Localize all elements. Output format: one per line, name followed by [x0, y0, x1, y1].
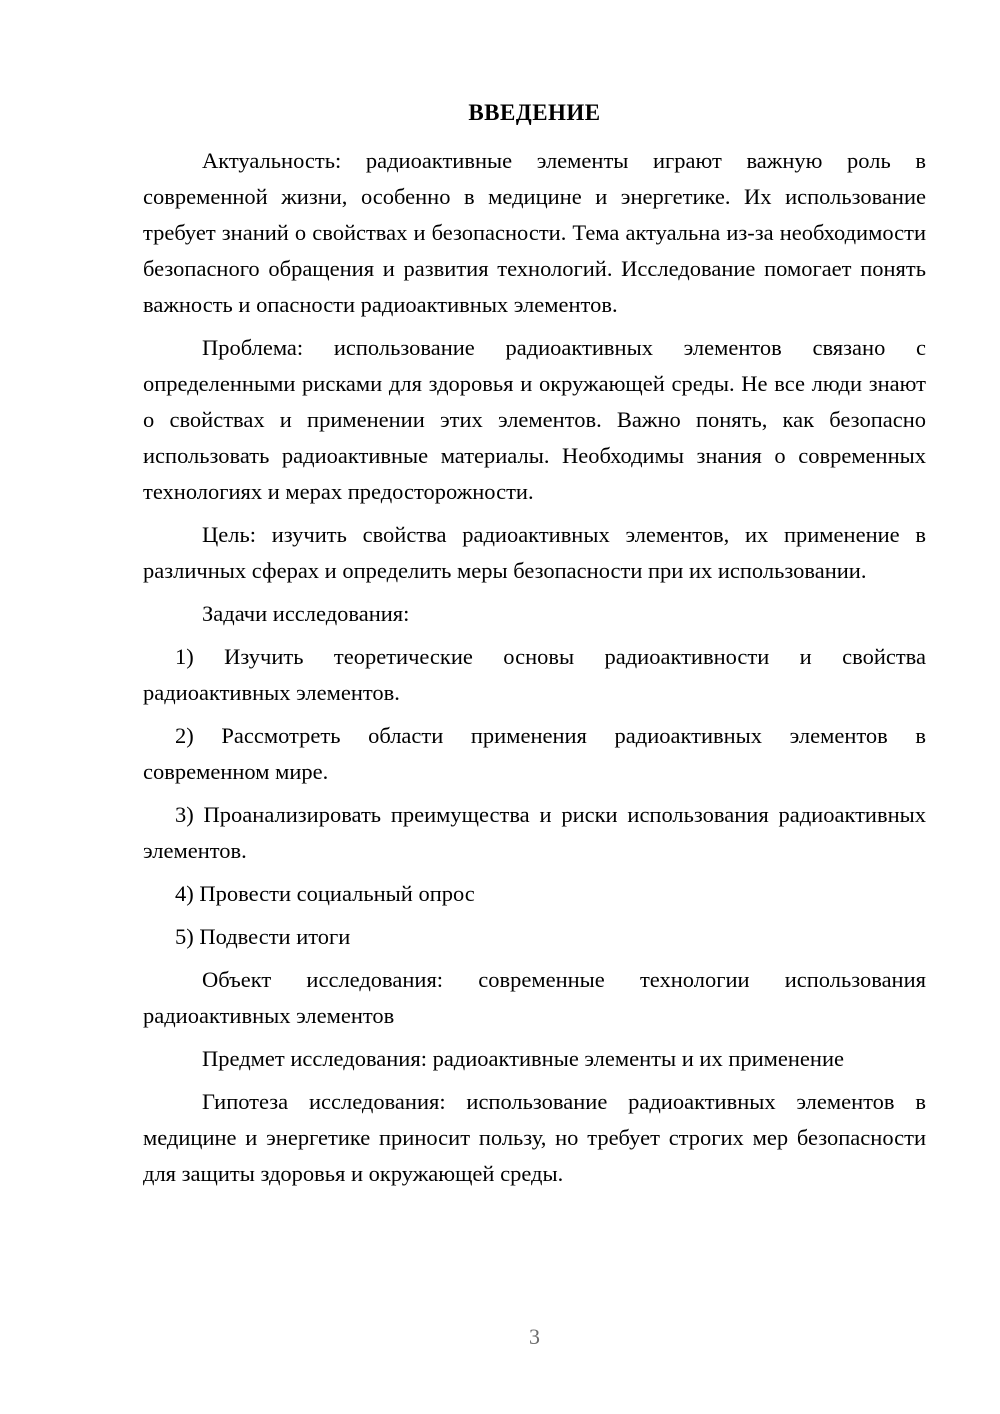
paragraph-aktualnost: Актуальность: радиоактивные элементы играют важную роль в современной жизни, особенно в медицине и энергетике. Их использование требует знаний о свойствах и безопасности. Тема актуальна из-за необходимости безопасного обращения и развития технологий. Исследование помогает понять важность и опасности радиоактивных элементов.	[143, 148, 926, 317]
paragraph-tsel: Цель: изучить свойства радиоактивных элементов, их применение в различных сферах и определить меры безопасности при их использовании.	[143, 522, 926, 583]
paragraph-gipoteza: Гипотеза исследования: использование радиоактивных элементов в медицине и энергетике приносит пользу, но требует строгих мер безопасности для защиты здоровья и окружающей среды.	[143, 1089, 926, 1186]
page-content	[143, 95, 926, 1199]
paragraph-zadachi-heading: Задачи исследования:	[202, 601, 410, 626]
list-item-2: 2) Рассмотреть области применения радиоактивных элементов в современном мире.	[143, 723, 926, 784]
paragraph-obekt: Объект исследования: современные технологии использования радиоактивных элементов	[143, 967, 926, 1028]
list-item-3: 3) Проанализировать преимущества и риски использования радиоактивных элементов.	[143, 802, 926, 863]
paragraph-predmet: Предмет исследования: радиоактивные элементы и их применение	[202, 1046, 844, 1071]
paragraph-problema: Проблема: использование радиоактивных элементов связано с определенными рисками для здоровья и окружающей среды. Не все люди знают о свойствах и применении этих элементов. Важно понять, как безопасно использовать радиоактивные материалы. Необходимы знания о современных технологиях и мерах предосторожности.	[143, 335, 926, 504]
section-title: ВВЕДЕНИЕ	[468, 100, 601, 125]
list-item-5: 5) Подвести итоги	[175, 924, 351, 949]
list-item-4: 4) Провести социальный опрос	[175, 881, 475, 906]
list-item-1: 1) Изучить теоретические основы радиоактивности и свойства радиоактивных элементов.	[143, 644, 926, 705]
page-number: 3	[529, 1324, 540, 1349]
